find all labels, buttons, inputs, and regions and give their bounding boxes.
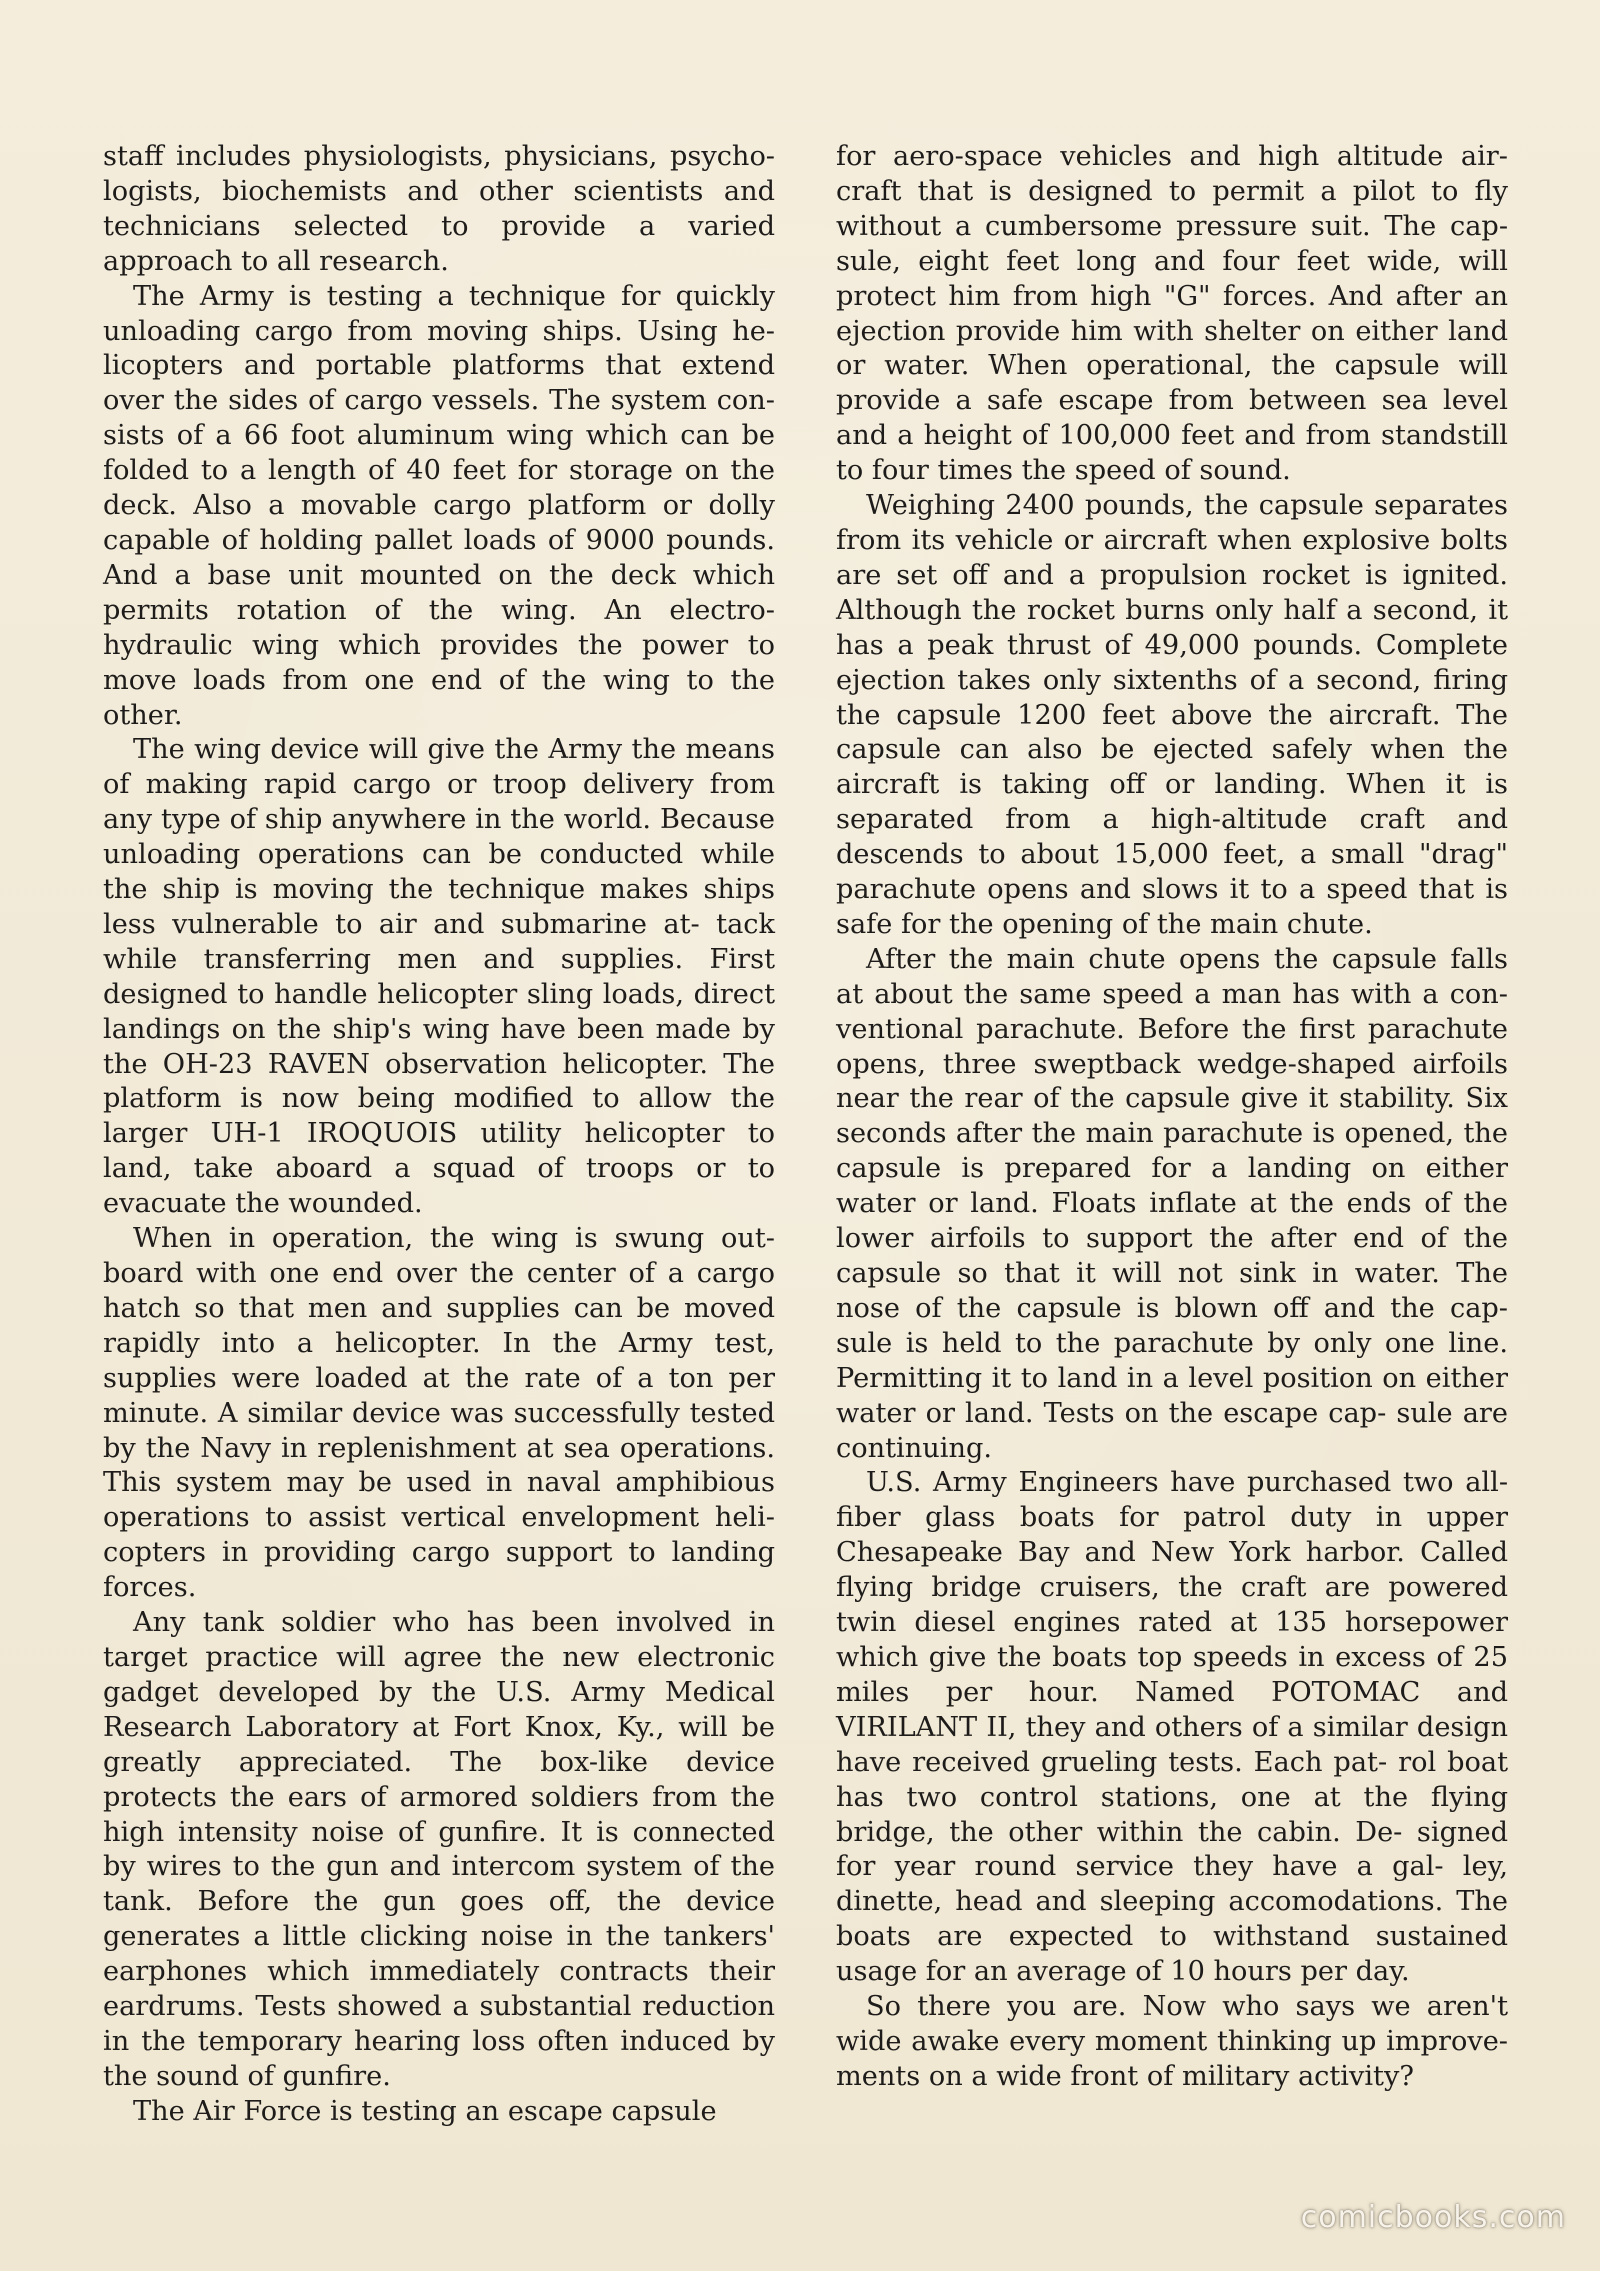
paragraph: staff includes physiologists, physicians, psycho- logists, biochemists and other scientists and technicians selected to provide a varied approach to all research.	[103, 141, 775, 277]
text-column-left	[103, 140, 775, 2130]
paragraph: Weighing 2400 pounds, the capsule separates from its vehicle or aircraft when explosive bolts are set off and a propulsion rocket is ignited. Although the rocket burns only half a second, it has a peak thrust of 49,000 pounds. Complete ejection takes only sixtenths of a second, firing the capsule 1200 feet above the aircraft. The capsule can also be ejected safely when the aircraft is taking off or landing. When it is separated from a high-altitude craft and descends to about 15,000 feet, a small "drag" parachute opens and slows it to a speed that is safe for the opening of the main chute.	[836, 490, 1508, 940]
paragraph: So there you are. Now who says we aren't wide awake every moment thinking up improve- ments on a wide front of military activity?	[836, 1991, 1508, 2092]
paragraph: Any tank soldier who has been involved in target practice will agree the new electronic gadget developed by the U.S. Army Medical Research Laboratory at Fort Knox, Ky., will be greatly appreciated. The box-like device protects the ears of armored soldiers from the high intensity noise of gunfire. It is connected by wires to the gun and intercom system of the tank. Before the gun goes off, the device generates a little clicking noise in the tankers' earphones which immediately contracts their eardrums. Tests showed a substantial reduction in the temporary hearing loss often induced by the sound of gunfire.	[103, 1607, 775, 2092]
paragraph: U.S. Army Engineers have purchased two all-fiber glass boats for patrol duty in upper Chesapeake Bay and New York harbor. Called flying bridge cruisers, the craft are powered twin diesel engines rated at 135 horsepower which give the boats top speeds in excess of 25 miles per hour. Named POTOMAC and VIRILANT II, they and others of a similar design have received grueling tests. Each pat- rol boat has two control stations, one at the flying bridge, the other within the cabin. De- signed for year round service they have a gal- ley, dinette, head and sleeping accomodations. The boats are expected to withstand sustained usage for an average of 10 hours per day.	[836, 1467, 1508, 1988]
text-column-right	[836, 140, 1508, 2095]
paragraph: The Air Force is testing an escape capsule	[133, 2095, 717, 2127]
watermark: comicbooks.com	[1300, 2200, 1566, 2235]
paragraph: When in operation, the wing is swung out- board with one end over the center of a cargo hatch so that men and supplies can be moved rapidly into a helicopter. In the Army test, supplies were loaded at the rate of a ton per minute. A similar device was successfully tested by the Navy in replenishment at sea operations. This system may be used in naval amphibious operations to assist vertical envelopment heli- copters in providing cargo support to landing forces.	[103, 1223, 775, 1604]
paragraph: The Army is testing a technique for quickly unloading cargo from moving ships. Using he- licopters and portable platforms that extend over the sides of cargo vessels. The system con- sists of a 66 foot aluminum wing which can be folded to a length of 40 feet for storage on the deck. Also a movable cargo platform or dolly capable of holding pallet loads of 9000 pounds. And a base unit mounted on the deck which permits rotation of the wing. An electro- hydraulic wing which provides the power to move loads from one end of the wing to the other.	[103, 280, 775, 731]
paragraph: for aero-space vehicles and high altitude air- craft that is designed to permit a pilot to fly without a cumbersome pressure suit. The cap- sule, eight feet long and four feet wide, will protect him from high "G" forces. And after an ejection provide him with shelter on either land or water. When operational, the capsule will provide a safe escape from between sea level and a height of 100,000 feet and from standstill to four times the speed of sound.	[836, 141, 1508, 487]
paragraph: The wing device will give the Army the means of making rapid cargo or troop delivery from any type of ship anywhere in the world. Because unloading operations can be conducted while the ship is moving the technique makes ships less vulnerable to air and submarine at- tack while transferring men and supplies. First designed to handle helicopter sling loads, direct landings on the ship's wing have been made by the OH-23 RAVEN observation helicopter. The platform is now being modified to allow the larger UH-1 IROQUOIS utility helicopter to land, take aboard a squad of troops or to evacuate the wounded.	[103, 734, 775, 1220]
paragraph: After the main chute opens the capsule falls at about the same speed a man has with a con- ventional parachute. Before the first parachute opens, three sweptback wedge-shaped airfoils near the rear of the capsule give it stability. Six seconds after the main parachute is opened, the capsule is prepared for a landing on either water or land. Floats inflate at the ends of the lower airfoils to support the after end of the capsule so that it will not sink in water. The nose of the capsule is blown off and the cap- sule is held to the parachute by only one line. Permitting it to land in a level position on either water or land. Tests on the escape cap- sule are continuing.	[836, 943, 1508, 1464]
